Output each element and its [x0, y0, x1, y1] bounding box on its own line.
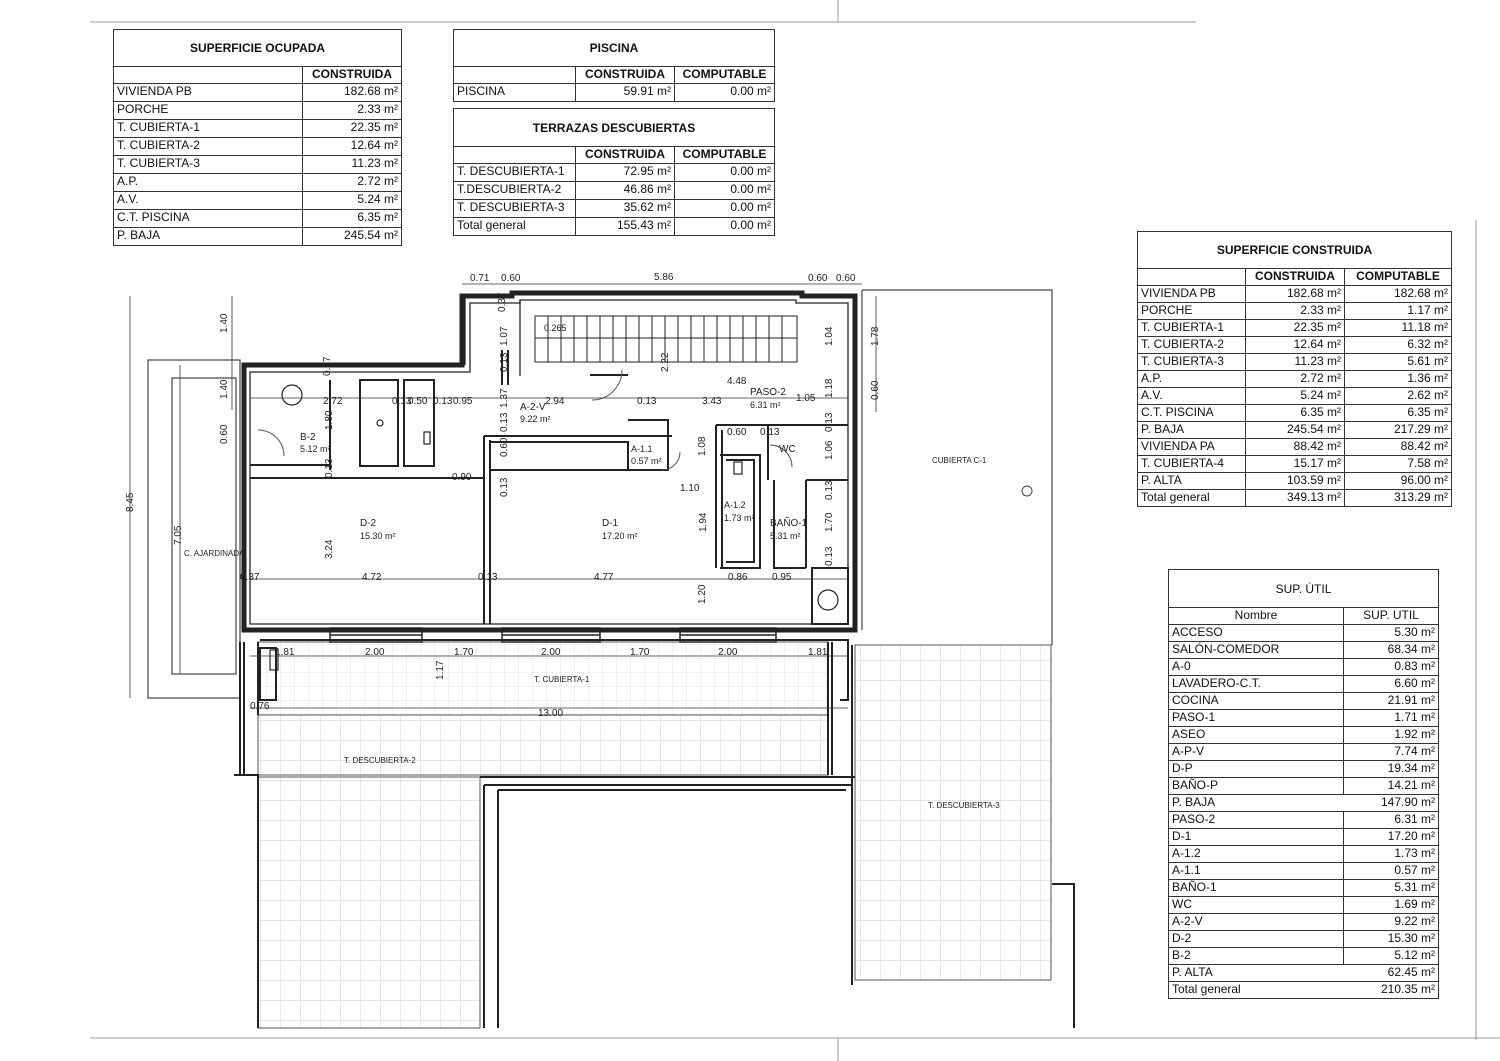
row-value: 11.23 m²: [1245, 354, 1344, 370]
row-value: 15.30 m²: [1343, 931, 1438, 947]
table-row: [114, 156, 401, 174]
room-a2v-name: A-2-V: [520, 402, 546, 413]
dim-label: 1.70: [454, 647, 474, 658]
dim-label: 3.43: [702, 396, 722, 407]
row-label: P. ALTA: [1172, 965, 1213, 979]
dim-label: 0.60: [219, 424, 230, 444]
dim-label: 0.76: [250, 701, 270, 712]
row-label: T. CUBIERTA-1: [1141, 320, 1224, 334]
row-value: 62.45 m²: [1387, 965, 1435, 979]
table-piscina: [453, 29, 775, 102]
table-row: [1138, 405, 1451, 422]
table-superficie-ocupada: [113, 29, 402, 246]
row-value: 1.36 m²: [1344, 371, 1451, 387]
table-row: [1169, 693, 1438, 710]
dim-label: 2.72: [323, 396, 343, 407]
table-row: [1169, 914, 1438, 931]
room-paso2-area: 6.31 m²: [750, 400, 781, 410]
room-a12-area: 1.73 m²: [724, 513, 755, 523]
row-value: 5.24 m²: [302, 192, 401, 209]
column-header: [454, 147, 575, 163]
room-bano1-area: 5.31 m²: [770, 531, 801, 541]
row-value: 11.23 m²: [302, 156, 401, 173]
terrace-descubierta-3: [855, 645, 1051, 980]
room-wc-name: WC: [779, 444, 796, 455]
row-label: T.DESCUBIERTA-2: [457, 182, 562, 196]
row-label: SALÓN-COMEDOR: [1172, 642, 1280, 656]
row-value: 19.34 m²: [1343, 761, 1438, 777]
dim-label: 0.60: [808, 273, 828, 284]
row-value: 2.72 m²: [1245, 371, 1344, 387]
room-a2v-area: 9.22 m²: [520, 414, 551, 424]
row-value: 6.31 m²: [1343, 812, 1438, 828]
row-label: PASO-2: [1172, 812, 1216, 826]
row-label: ACCESO: [1172, 625, 1223, 639]
table-row: [1169, 778, 1438, 795]
row-value: 0.00 m²: [674, 218, 774, 235]
table-row: [1169, 710, 1438, 727]
dim-label: 2.94: [545, 396, 565, 407]
room-d1-name: D-1: [602, 518, 619, 529]
exterior-walls: [244, 293, 855, 630]
dim-label: 0.95: [772, 572, 792, 583]
room-b2-area: 5.12 m²: [300, 444, 331, 454]
table-row: [1169, 744, 1438, 761]
dim-label: 1.06: [824, 440, 835, 460]
dim-label: 8.45: [125, 492, 136, 512]
row-value: 182.68 m²: [1344, 286, 1451, 302]
row-value: 5.31 m²: [1343, 880, 1438, 896]
dim-label: 1.17: [435, 660, 446, 680]
row-value: 21.91 m²: [1343, 693, 1438, 709]
row-label: A-1.1: [1172, 863, 1201, 877]
table-row: [1169, 931, 1438, 948]
row-label: WC: [1172, 897, 1192, 911]
terrace-descubierta-2: [258, 715, 828, 775]
row-value: 11.18 m²: [1344, 320, 1451, 336]
row-label: Total general: [457, 218, 526, 232]
dim-label: 0.37: [322, 356, 333, 376]
row-value: 147.90 m²: [1380, 795, 1435, 809]
column-header: Nombre: [1234, 608, 1278, 622]
column-header: CONSTRUIDA: [302, 67, 401, 83]
row-label: A.P.: [1141, 371, 1163, 385]
row-label: ASEO: [1172, 727, 1206, 741]
row-label: BAÑO-1: [1172, 880, 1217, 894]
row-label: Total general: [1141, 490, 1210, 504]
dim-label: 1.04: [824, 326, 835, 346]
table-title: SUPERFICIE CONSTRUIDA: [1138, 232, 1451, 269]
dim-label: 0.13: [499, 477, 510, 497]
dim-label: 0.13: [499, 412, 510, 432]
table-row: [1138, 337, 1451, 354]
row-value: 5.24 m²: [1245, 388, 1344, 404]
dim-label: 1.05: [796, 393, 816, 404]
dim-label: 1.94: [698, 512, 709, 532]
row-label: A-P-V: [1172, 744, 1205, 758]
table-row: [1138, 303, 1451, 320]
dim-label: 4.48: [727, 376, 747, 387]
dim-label: 0.13: [478, 572, 498, 583]
table-row: [114, 138, 401, 156]
table-row: [1169, 897, 1438, 914]
garden-outline: [148, 360, 240, 698]
row-label: PORCHE: [1141, 303, 1193, 317]
column-header: COMPUTABLE: [674, 67, 774, 83]
row-label: A.V.: [1141, 388, 1163, 402]
dim-label: 0.265: [544, 323, 567, 333]
table-row: [1169, 863, 1438, 880]
dim-label: 0.13: [392, 396, 412, 407]
row-label: BAÑO-P: [1172, 778, 1219, 792]
table-header: [1169, 608, 1438, 625]
terrace-lower-left: [258, 777, 480, 1028]
room-paso2-name: PASO-2: [750, 387, 786, 398]
row-label: PISCINA: [457, 84, 506, 98]
row-label: P. BAJA: [1172, 795, 1216, 809]
room-b2-name: B-2: [300, 432, 316, 443]
room-labels: [300, 387, 808, 541]
row-value: 245.54 m²: [302, 228, 401, 245]
room-a12-name: A-1.2: [724, 500, 746, 510]
zone-t-cubierta1: T. CUBIERTA-1: [534, 675, 590, 684]
row-value: 5.30 m²: [1343, 625, 1438, 641]
table-row: [1169, 880, 1438, 897]
row-value: 22.35 m²: [302, 120, 401, 137]
table-row: [1169, 676, 1438, 693]
row-value: 5.61 m²: [1344, 354, 1451, 370]
row-value: 2.33 m²: [1245, 303, 1344, 319]
table-row: [1169, 812, 1438, 829]
row-label: A-0: [1172, 659, 1191, 673]
row-value: 17.20 m²: [1343, 829, 1438, 845]
dim-label: 0.86: [728, 572, 748, 583]
table-superficie-construida: [1137, 231, 1452, 507]
room-d1-area: 17.20 m²: [602, 531, 638, 541]
table-row: [1169, 761, 1438, 778]
row-value: 313.29 m²: [1344, 490, 1451, 506]
dim-label: 0.60: [499, 437, 510, 457]
dim-label: 0.50: [408, 396, 428, 407]
room-a11-area: 0.57 m²: [631, 456, 662, 466]
row-value: 210.35 m²: [1380, 982, 1435, 996]
table-title: SUPERFICIE OCUPADA: [114, 30, 401, 67]
dim-label: 0.90: [452, 472, 472, 483]
dim-label: 2.00: [541, 647, 561, 658]
row-value: 217.29 m²: [1344, 422, 1451, 438]
table-title: TERRAZAS DESCUBIERTAS: [454, 109, 774, 147]
row-value: 245.54 m²: [1245, 422, 1344, 438]
dim-label: 0.13: [637, 396, 657, 407]
dim-label: 0.13: [499, 352, 510, 372]
table-row: [1138, 354, 1451, 371]
table-row: [1169, 642, 1438, 659]
cubierta-right-outline: [862, 290, 1052, 645]
dim-label: 0.60: [870, 380, 881, 400]
table-title: PISCINA: [454, 30, 774, 67]
dim-label: 0.13: [760, 427, 780, 438]
table-header: [454, 67, 774, 84]
row-value: 1.71 m²: [1343, 710, 1438, 726]
dim-label: 0.13: [824, 546, 835, 566]
row-label: VIVIENDA PA: [1141, 439, 1215, 453]
dim-label: 1.40: [219, 313, 230, 333]
zone-t-descubierta3: T. DESCUBIERTA-3: [928, 801, 1000, 810]
row-value: 2.72 m²: [302, 174, 401, 191]
table-row: [1169, 948, 1438, 965]
dim-label: 0.13: [824, 412, 835, 432]
row-label: C.T. PISCINA: [1141, 405, 1214, 419]
row-value: 9.22 m²: [1343, 914, 1438, 930]
row-label: T. CUBIERTA-2: [117, 138, 200, 152]
row-value: 6.35 m²: [302, 210, 401, 227]
table-row: [1138, 388, 1451, 405]
dim-label: 0.37: [240, 572, 260, 583]
dim-label: 1.08: [697, 436, 708, 456]
row-value: 6.32 m²: [1344, 337, 1451, 353]
row-label: T. CUBIERTA-4: [1141, 456, 1224, 470]
column-header: CONSTRUIDA: [575, 147, 674, 163]
row-value: 7.58 m²: [1344, 456, 1451, 472]
dim-label: 1.18: [824, 378, 835, 398]
table-row: [114, 102, 401, 120]
row-value: 6.35 m²: [1245, 405, 1344, 421]
row-value: 182.68 m²: [1245, 286, 1344, 302]
table-row: [1138, 371, 1451, 388]
row-value: 103.59 m²: [1245, 473, 1344, 489]
row-label: B-2: [1172, 948, 1191, 962]
row-value: 46.86 m²: [575, 182, 674, 199]
table-row: [1169, 625, 1438, 642]
dim-label: 0.60: [501, 273, 521, 284]
row-label: D-2: [1172, 931, 1192, 945]
row-label: P. BAJA: [117, 228, 161, 242]
table-row: [1138, 473, 1451, 490]
column-header: COMPUTABLE: [674, 147, 774, 163]
row-value: 12.64 m²: [302, 138, 401, 155]
zone-t-descubierta2: T. DESCUBIERTA-2: [344, 756, 416, 765]
dim-label: 0.95: [453, 396, 473, 407]
row-value: 6.35 m²: [1344, 405, 1451, 421]
table-row: [1169, 659, 1438, 676]
dim-label: 0.60: [727, 427, 747, 438]
row-value: 349.13 m²: [1245, 490, 1344, 506]
room-d2-area: 15.30 m²: [360, 531, 396, 541]
table-row: [454, 218, 774, 235]
row-label: LAVADERO-C.T.: [1172, 676, 1261, 690]
dim-label: 2.22: [660, 352, 671, 372]
table-total-row: [1169, 982, 1438, 998]
table-row: [454, 84, 774, 101]
row-value: 22.35 m²: [1245, 320, 1344, 336]
dim-label: 4.77: [594, 572, 614, 583]
table-row: [1169, 727, 1438, 744]
room-bano1-name: BAÑO-1: [770, 518, 808, 529]
row-label: VIVIENDA PB: [1141, 286, 1216, 300]
row-value: 72.95 m²: [575, 164, 674, 181]
dim-label: 1.20: [697, 584, 708, 604]
row-label: T. CUBIERTA-3: [117, 156, 200, 170]
row-label: D-P: [1172, 761, 1193, 775]
row-label: T. DESCUBIERTA-3: [457, 200, 565, 214]
column-header: COMPUTABLE: [1344, 269, 1451, 285]
table-sup-util: [1168, 569, 1439, 999]
row-value: 88.42 m²: [1344, 439, 1451, 455]
dim-label: 1.40: [219, 379, 230, 399]
dim-label: 0.13: [324, 458, 335, 478]
row-value: 0.57 m²: [1343, 863, 1438, 879]
row-value: 1.73 m²: [1343, 846, 1438, 862]
row-value: 88.42 m²: [1245, 439, 1344, 455]
table-row: [454, 200, 774, 218]
table-subtotal-row: [1169, 965, 1438, 982]
row-label: P. ALTA: [1141, 473, 1182, 487]
dim-label: 0.71: [470, 273, 490, 284]
table-row: [454, 182, 774, 200]
dim-label: 1.70: [824, 512, 835, 532]
dim-label: 0.13: [824, 480, 835, 500]
table-row: [114, 84, 401, 102]
column-header: SUP. UTIL: [1343, 608, 1438, 624]
row-label: VIVIENDA PB: [117, 84, 192, 98]
row-value: 59.91 m²: [575, 84, 674, 101]
column-header: [1138, 269, 1245, 285]
row-label: COCINA: [1172, 693, 1219, 707]
row-label: T. DESCUBIERTA-1: [457, 164, 565, 178]
row-value: 6.60 m²: [1343, 676, 1438, 692]
dim-label: 1.80: [324, 410, 335, 430]
row-label: PASO-1: [1172, 710, 1216, 724]
table-terrazas: [453, 108, 775, 236]
row-value: 15.17 m²: [1245, 456, 1344, 472]
row-value: 35.62 m²: [575, 200, 674, 217]
dim-label: 2.00: [718, 647, 738, 658]
table-row: [114, 192, 401, 210]
row-value: 0.00 m²: [674, 84, 774, 101]
dim-label: 1.81: [275, 647, 295, 658]
dim-label: 2.00: [365, 647, 385, 658]
wall-hatching: [250, 296, 848, 624]
dim-label: 1.70: [630, 647, 650, 658]
row-value: 7.74 m²: [1343, 744, 1438, 760]
dim-label: 1.78: [870, 326, 881, 346]
table-row: [114, 120, 401, 138]
table-row: [1138, 422, 1451, 439]
row-label: T. CUBIERTA-3: [1141, 354, 1224, 368]
table-header: [1138, 269, 1451, 286]
row-value: 0.83 m²: [1343, 659, 1438, 675]
column-header: CONSTRUIDA: [1245, 269, 1344, 285]
row-value: 2.33 m²: [302, 102, 401, 119]
row-label: T. CUBIERTA-2: [1141, 337, 1224, 351]
row-label: A.P.: [117, 174, 139, 188]
row-label: A-2-V: [1172, 914, 1203, 928]
dim-label: 7.05: [173, 525, 184, 545]
row-value: 1.17 m²: [1344, 303, 1451, 319]
row-value: 5.12 m²: [1343, 948, 1438, 964]
dim-label: 1.10: [680, 483, 700, 494]
dim-label: 1.81: [808, 647, 828, 658]
row-value: 2.62 m²: [1344, 388, 1451, 404]
drain-icon: [1022, 486, 1032, 496]
row-value: 182.68 m²: [302, 84, 401, 101]
row-value: 12.64 m²: [1245, 337, 1344, 353]
dim-label: 4.72: [362, 572, 382, 583]
row-value: 0.00 m²: [674, 182, 774, 199]
row-label: Total general: [1172, 982, 1241, 996]
table-title: SUP. ÚTIL: [1169, 570, 1438, 608]
dim-label: 5.86: [654, 272, 674, 283]
row-label: PORCHE: [117, 102, 169, 116]
table-row: [1138, 490, 1451, 506]
row-value: 14.21 m²: [1343, 778, 1438, 794]
dim-label: 0.13: [433, 396, 453, 407]
row-label: A.V.: [117, 192, 139, 206]
zone-cubierta-right: CUBIERTA C-1: [932, 456, 987, 465]
column-header: [454, 67, 575, 83]
table-header: [454, 147, 774, 164]
dim-label: 0.37: [497, 292, 508, 312]
column-header: CONSTRUIDA: [575, 67, 674, 83]
row-label: T. CUBIERTA-1: [117, 120, 200, 134]
table-row: [1138, 320, 1451, 337]
table-row: [114, 228, 401, 245]
row-value: 1.92 m²: [1343, 727, 1438, 743]
table-header: [114, 67, 401, 84]
zone-ajardinada: C. AJARDINADA: [184, 549, 245, 558]
dim-label: 1.37: [499, 388, 510, 408]
table-row: [1169, 846, 1438, 863]
dim-label: 13.00: [538, 708, 564, 719]
table-row: [454, 164, 774, 182]
row-label: A-1.2: [1172, 846, 1201, 860]
dim-label: 1.07: [499, 326, 510, 346]
row-value: 0.00 m²: [674, 164, 774, 181]
table-row: [114, 174, 401, 192]
row-label: D-1: [1172, 829, 1192, 843]
table-row: [114, 210, 401, 228]
row-value: 1.69 m²: [1343, 897, 1438, 913]
room-a11-name: A-1.1: [631, 444, 653, 454]
dim-label: 3.24: [324, 539, 335, 559]
column-header: [114, 67, 302, 83]
row-value: 96.00 m²: [1344, 473, 1451, 489]
row-value: 0.00 m²: [674, 200, 774, 217]
row-label: C.T. PISCINA: [117, 210, 190, 224]
room-d2-name: D-2: [360, 518, 377, 529]
table-row: [1138, 286, 1451, 303]
table-row: [1169, 829, 1438, 846]
row-value: 68.34 m²: [1343, 642, 1438, 658]
row-label: P. BAJA: [1141, 422, 1185, 436]
table-row: [1138, 456, 1451, 473]
table-row: [1138, 439, 1451, 456]
table-subtotal-row: [1169, 795, 1438, 812]
row-value: 155.43 m²: [575, 218, 674, 235]
dim-label: 0.60: [836, 273, 856, 284]
